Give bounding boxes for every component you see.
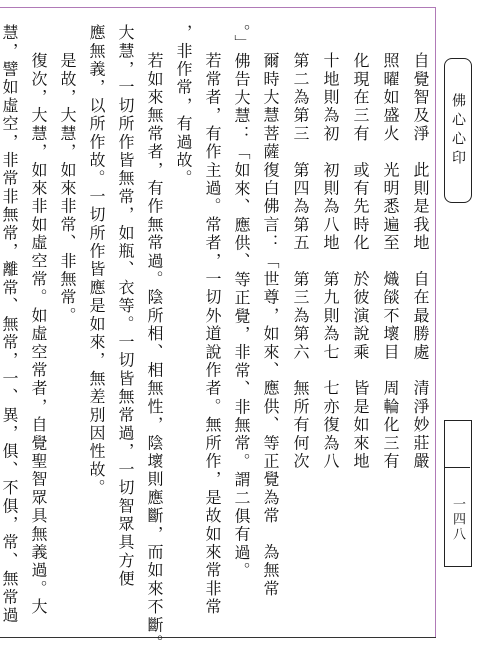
verse-line: 自覺智及淨 此則是我地 自在最勝處 清淨妙莊嚴 xyxy=(411,52,430,471)
verse-line: 十地則為初 初則為八地 第九則為七 七亦復為八 xyxy=(321,52,340,471)
verse-line: 化現在三有 或有先時化 於彼演說乘 皆是如來地 xyxy=(351,52,370,471)
page-number: 一四八 xyxy=(450,496,465,542)
body-line: 若如來無常者，有作無常過。陰所相、相無性，陰壞則應斷，而如來不斷。 xyxy=(145,52,164,653)
page-border-top xyxy=(0,7,436,8)
body-line: 若常者，有作主過。常者，一切外道說作者。無所作，是故如來常非常 xyxy=(203,52,222,617)
body-line: 復次，大慧，如來非如虛空常。如虛空常者，自覺聖智眾具無義過。大 xyxy=(29,52,48,617)
verse-line: 第二為第三 第四為第五 第三為第六 無所有何次 xyxy=(291,52,310,471)
body-line: 爾時大慧菩薩復白佛言：「世尊，如來、應供、等正覺為常 為無常 xyxy=(261,52,280,598)
page-border-right xyxy=(435,7,436,637)
page-number-divider xyxy=(444,467,470,468)
body-line: 。」佛告大慧：「如來、應供、等正覺，非常、非無常。謂二俱有過。 xyxy=(232,24,251,581)
body-line: 大慧，一切所作皆無常，如瓶、衣等。一切皆無常過，一切智眾具方便 xyxy=(116,24,135,589)
body-line: 是故，大慧，如來非常、非無常。 xyxy=(58,52,77,325)
verse-line: 照曜如盛火 光明悉遍至 熾燄不壞目 周輪化三有 xyxy=(381,52,400,471)
body-line: ，非作常，有過故。 xyxy=(174,24,193,188)
page-border-bottom xyxy=(0,637,436,638)
book-title-box xyxy=(444,58,472,203)
body-line: 應無義，以所作故。一切所作皆應是如來，無差別因性故。 xyxy=(87,24,106,498)
book-title: 佛心心印 xyxy=(450,92,466,169)
body-line: 慧，譬如虛空，非常非無常，離常、無常，一、異，俱、不俱，常、無常過 xyxy=(0,24,19,625)
